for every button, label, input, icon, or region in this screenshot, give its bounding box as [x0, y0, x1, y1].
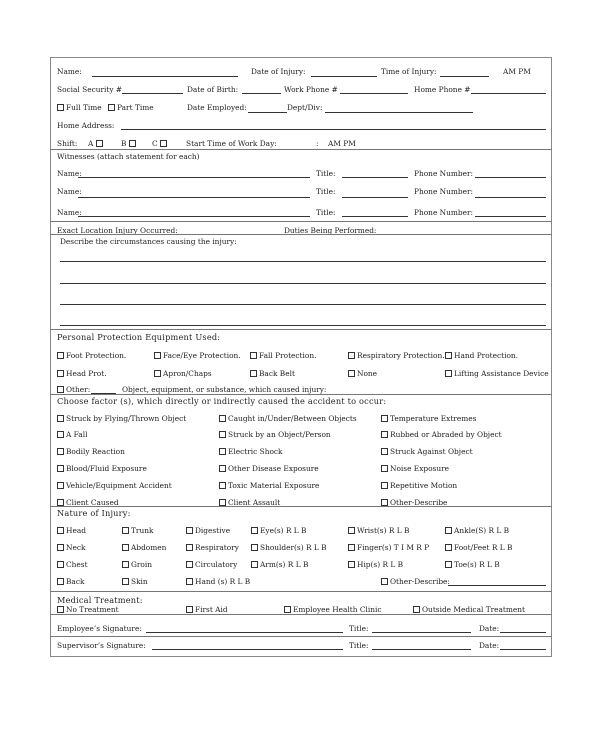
- witness-3-phone-field[interactable]: [475, 216, 546, 217]
- checkbox[interactable]: [251, 527, 258, 534]
- employee-signature-field[interactable]: [146, 632, 343, 633]
- start-time-colon: :: [316, 139, 319, 148]
- divider: [50, 394, 552, 395]
- injury-option[interactable]: Eye(s) R L B: [251, 526, 306, 535]
- witness-3-name-field[interactable]: [78, 216, 310, 217]
- witness-2-phone-label: Phone Number:: [414, 187, 474, 196]
- checkbox[interactable]: [219, 448, 226, 455]
- checkbox[interactable]: [57, 578, 64, 585]
- checkbox[interactable]: [122, 561, 129, 568]
- checkbox[interactable]: [381, 578, 388, 585]
- checkbox[interactable]: [186, 544, 193, 551]
- witness-2-title-field[interactable]: [342, 197, 408, 198]
- checkbox[interactable]: [57, 606, 64, 613]
- injury-option[interactable]: Toe(s) R L B: [445, 560, 500, 569]
- start-time-label: Start Time of Work Day:: [186, 139, 277, 148]
- medical-option[interactable]: First Aid: [186, 605, 228, 614]
- checkbox[interactable]: [219, 465, 226, 472]
- injury-option[interactable]: Head: [57, 526, 86, 535]
- ppe-face-checkbox[interactable]: [154, 352, 161, 359]
- date-employed-field[interactable]: [248, 112, 287, 113]
- checkbox[interactable]: [57, 544, 64, 551]
- dob-field[interactable]: [242, 93, 281, 94]
- checkbox[interactable]: [57, 527, 64, 534]
- witness-3-phone-label: Phone Number:: [414, 208, 474, 217]
- factors-header: Choose factor (s), which directly or indirectly caused the accident to occur:: [57, 396, 387, 406]
- checkbox[interactable]: [251, 544, 258, 551]
- injury-option[interactable]: Skin: [122, 577, 148, 586]
- ppe-fall[interactable]: Fall Protection.: [250, 351, 316, 360]
- ppe-lifting[interactable]: Lifting Assistance Device: [445, 369, 549, 378]
- injury-option[interactable]: Abdomen: [122, 543, 166, 552]
- shift-c: C: [152, 139, 169, 148]
- witness-1-name-field[interactable]: [78, 177, 310, 178]
- witness-1-title-label: Title:: [316, 169, 336, 178]
- ppe-none-checkbox[interactable]: [348, 370, 355, 377]
- injury-option[interactable]: Shoulder(s) R L B: [251, 543, 327, 552]
- ppe-head[interactable]: Head Prot.: [57, 369, 107, 378]
- checkbox[interactable]: [381, 448, 388, 455]
- checkbox[interactable]: [57, 448, 64, 455]
- checkbox[interactable]: [186, 527, 193, 534]
- ssn-label: Social Security #: [57, 85, 123, 94]
- checkbox[interactable]: [57, 561, 64, 568]
- checkbox[interactable]: [219, 431, 226, 438]
- factor-option[interactable]: Client Caused: [57, 498, 119, 507]
- injury-other-field[interactable]: [448, 585, 546, 586]
- home-address-field[interactable]: [121, 129, 546, 130]
- checkbox[interactable]: [219, 499, 226, 506]
- ppe-none[interactable]: None: [348, 369, 377, 378]
- factor-option[interactable]: Other Disease Exposure: [219, 464, 319, 473]
- witness-1-phone-field[interactable]: [475, 177, 546, 178]
- checkbox[interactable]: [284, 606, 291, 613]
- factor-option[interactable]: Toxic Material Exposure: [219, 481, 319, 490]
- employee-title-label: Title:: [349, 624, 369, 633]
- checkbox[interactable]: [348, 544, 355, 551]
- dept-field[interactable]: [325, 112, 473, 113]
- ppe-lifting-checkbox[interactable]: [445, 370, 452, 377]
- witness-2-name-field[interactable]: [78, 197, 310, 198]
- supervisor-date-label: Date:: [479, 641, 500, 650]
- checkbox[interactable]: [348, 527, 355, 534]
- factor-option[interactable]: Temperature Extremes: [381, 414, 476, 423]
- checkbox[interactable]: [186, 561, 193, 568]
- supervisor-date-field[interactable]: [500, 649, 546, 650]
- checkbox[interactable]: [348, 561, 355, 568]
- ppe-apron[interactable]: Apron/Chaps: [154, 369, 212, 378]
- full-time-checkbox[interactable]: [57, 104, 64, 111]
- home-phone-label: Home Phone #: [414, 85, 471, 94]
- name-field[interactable]: [92, 76, 238, 77]
- ppe-fall-checkbox[interactable]: [250, 352, 257, 359]
- ppe-respiratory-checkbox[interactable]: [348, 352, 355, 359]
- supervisor-title-field[interactable]: [372, 649, 471, 650]
- employee-date-label: Date:: [479, 624, 500, 633]
- shift-a: A: [88, 139, 105, 148]
- checkbox[interactable]: [381, 499, 388, 506]
- checkbox[interactable]: [381, 431, 388, 438]
- ppe-header: Personal Protection Equipment Used:: [57, 332, 221, 342]
- checkbox[interactable]: [57, 499, 64, 506]
- injury-option[interactable]: Arm(s) R L B: [251, 560, 308, 569]
- checkbox[interactable]: [219, 482, 226, 489]
- witness-1-name-label: Name:: [57, 169, 82, 178]
- full-time-option[interactable]: Full Time: [57, 103, 102, 112]
- checkbox[interactable]: [122, 544, 129, 551]
- ppe-foot[interactable]: Foot Protection.: [57, 351, 126, 360]
- employee-date-field[interactable]: [500, 632, 546, 633]
- factor-option[interactable]: Blood/Fluid Exposure: [57, 464, 147, 473]
- ppe-foot-checkbox[interactable]: [57, 352, 64, 359]
- divider: [50, 506, 552, 507]
- start-am-pm: AM PM: [328, 139, 356, 148]
- checkbox[interactable]: [57, 415, 64, 422]
- medical-header: Medical Treatment:: [57, 595, 143, 605]
- checkbox[interactable]: [445, 561, 452, 568]
- date-of-injury-label: Date of Injury:: [251, 67, 306, 76]
- injury-header: Nature of Injury:: [57, 508, 131, 518]
- injury-option[interactable]: Groin: [122, 560, 152, 569]
- divider: [50, 591, 552, 592]
- injury-option[interactable]: Digestive: [186, 526, 230, 535]
- circumstances-line-2[interactable]: [60, 283, 546, 284]
- time-of-injury-field[interactable]: [440, 76, 489, 77]
- injury-option[interactable]: Finger(s) T I M R P: [348, 543, 429, 552]
- checkbox[interactable]: [186, 578, 193, 585]
- shift-label: Shift:: [57, 139, 78, 148]
- divider: [50, 614, 552, 615]
- date-employed-label: Date Employed:: [187, 103, 247, 112]
- factor-option[interactable]: Struck by an Object/Person: [219, 430, 331, 439]
- divider: [50, 221, 552, 222]
- factor-option[interactable]: Client Assault: [219, 498, 280, 507]
- part-time-option[interactable]: Part Time: [108, 103, 154, 112]
- circumstances-line-3[interactable]: [60, 304, 546, 305]
- medical-option[interactable]: No Treatment: [57, 605, 119, 614]
- ppe-other[interactable]: Other:: [57, 385, 90, 394]
- ppe-hand-checkbox[interactable]: [445, 352, 452, 359]
- witness-3-title-label: Title:: [316, 208, 336, 217]
- factor-option[interactable]: Struck Against Object: [381, 447, 473, 456]
- witness-2-phone-field[interactable]: [475, 197, 546, 198]
- divider: [50, 329, 552, 330]
- checkbox[interactable]: [186, 606, 193, 613]
- home-address-label: Home Address:: [57, 121, 115, 130]
- injury-option[interactable]: Other-Describe:: [381, 577, 450, 586]
- exact-location-label: Exact Location Injury Occurred:: [57, 226, 178, 235]
- ppe-object-label: Object, equipment, or substance, which caused injury:: [122, 385, 327, 394]
- witnesses-header: Witnesses (attach statement for each): [57, 152, 200, 161]
- witness-1-title-field[interactable]: [342, 177, 408, 178]
- checkbox[interactable]: [57, 482, 64, 489]
- checkbox[interactable]: [381, 415, 388, 422]
- injury-option[interactable]: Trunk: [122, 526, 153, 535]
- factor-option[interactable]: Caught in/Under/Between Objects: [219, 414, 357, 423]
- injury-option[interactable]: Circulatory: [186, 560, 237, 569]
- witness-2-name-label: Name:: [57, 187, 82, 196]
- supervisor-signature-field[interactable]: [152, 649, 343, 650]
- time-of-injury-label: Time of Injury:: [381, 67, 437, 76]
- name-label: Name:: [57, 67, 82, 76]
- factor-option[interactable]: Repetitive Motion: [381, 481, 457, 490]
- supervisor-title-label: Title:: [349, 641, 369, 650]
- injury-option[interactable]: Foot/Feet R L B: [445, 543, 512, 552]
- injury-am-pm: AM PM: [503, 67, 531, 76]
- supervisor-signature-label: Supervisor’s Signature:: [57, 641, 146, 650]
- checkbox[interactable]: [219, 415, 226, 422]
- injury-option[interactable]: Chest: [57, 560, 88, 569]
- checkbox[interactable]: [381, 482, 388, 489]
- ppe-hand[interactable]: Hand Protection.: [445, 351, 518, 360]
- checkbox[interactable]: [122, 578, 129, 585]
- home-phone-field[interactable]: [471, 93, 546, 94]
- witness-2-title-label: Title:: [316, 187, 336, 196]
- medical-option[interactable]: Outside Medical Treatment: [413, 605, 525, 614]
- employee-title-field[interactable]: [372, 632, 471, 633]
- shift-b-checkbox[interactable]: [129, 140, 136, 147]
- factor-option[interactable]: Other-Describe: [381, 498, 447, 507]
- checkbox[interactable]: [57, 465, 64, 472]
- shift-b: B: [121, 139, 138, 148]
- factor-option[interactable]: Noise Exposure: [381, 464, 449, 473]
- part-time-checkbox[interactable]: [108, 104, 115, 111]
- checkbox[interactable]: [57, 431, 64, 438]
- ppe-apron-checkbox[interactable]: [154, 370, 161, 377]
- ppe-back-belt-checkbox[interactable]: [250, 370, 257, 377]
- circumstances-label: Describe the circumstances causing the injury:: [60, 237, 237, 246]
- injury-option[interactable]: Hand (s) R L B: [186, 577, 250, 586]
- injury-option[interactable]: Back: [57, 577, 84, 586]
- divider: [50, 234, 552, 235]
- factor-option[interactable]: Struck by Flying/Thrown Object: [57, 414, 186, 423]
- ppe-head-checkbox[interactable]: [57, 370, 64, 377]
- checkbox[interactable]: [445, 544, 452, 551]
- factor-option[interactable]: Electric Shock: [219, 447, 283, 456]
- ppe-other-checkbox[interactable]: [57, 386, 64, 393]
- injury-option[interactable]: Hip(s) R L B: [348, 560, 403, 569]
- shift-a-checkbox[interactable]: [96, 140, 103, 147]
- injury-option[interactable]: Respiratory: [186, 543, 239, 552]
- duties-label: Duties Being Performed:: [284, 226, 377, 235]
- ssn-field[interactable]: [122, 93, 183, 94]
- divider: [50, 636, 552, 637]
- ppe-face[interactable]: Face/Eye Protection.: [154, 351, 241, 360]
- factor-option[interactable]: Rubbed or Abraded by Object: [381, 430, 502, 439]
- ppe-respiratory[interactable]: Respiratory Protection.: [348, 351, 445, 360]
- dob-label: Date of Birth:: [187, 85, 239, 94]
- circumstances-line-1[interactable]: [60, 261, 546, 262]
- checkbox[interactable]: [413, 606, 420, 613]
- factor-option[interactable]: A Fall: [57, 430, 87, 439]
- injury-option[interactable]: Neck: [57, 543, 85, 552]
- checkbox[interactable]: [122, 527, 129, 534]
- employee-signature-label: Employee’s Signature:: [57, 624, 142, 633]
- circumstances-line-4[interactable]: [60, 325, 546, 326]
- medical-option[interactable]: Employee Health Clinic: [284, 605, 382, 614]
- injury-option[interactable]: Wrist(s) R L B: [348, 526, 409, 535]
- work-phone-label: Work Phone #: [284, 85, 338, 94]
- checkbox[interactable]: [381, 465, 388, 472]
- witness-1-phone-label: Phone Number:: [414, 169, 474, 178]
- factor-option[interactable]: Vehicle/Equipment Accident: [57, 481, 172, 490]
- checkbox[interactable]: [445, 527, 452, 534]
- shift-c-checkbox[interactable]: [160, 140, 167, 147]
- dept-label: Dept/Div:: [287, 103, 323, 112]
- injury-option[interactable]: Ankle(S) R L B: [445, 526, 509, 535]
- witness-3-name-label: Name:: [57, 208, 82, 217]
- checkbox[interactable]: [251, 561, 258, 568]
- ppe-back-belt[interactable]: Back Belt: [250, 369, 295, 378]
- divider: [50, 149, 552, 150]
- date-of-injury-field[interactable]: [311, 76, 377, 77]
- witness-3-title-field[interactable]: [342, 216, 408, 217]
- factor-option[interactable]: Bodily Reaction: [57, 447, 125, 456]
- work-phone-field[interactable]: [340, 93, 408, 94]
